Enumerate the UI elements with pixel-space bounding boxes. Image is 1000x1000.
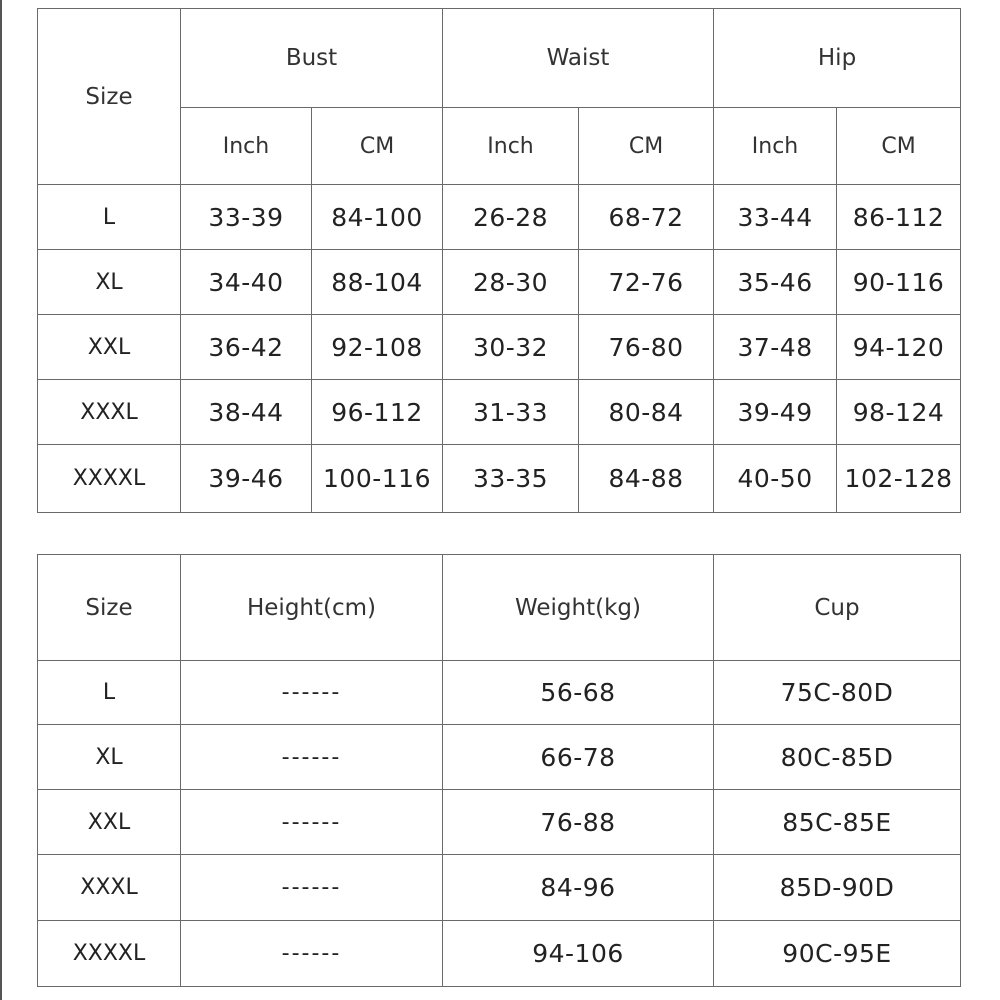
cup-cell: 75C-80D [714,661,961,725]
table-row [38,725,961,790]
value-cell: 80-84 [579,380,714,445]
value-cell: 68-72 [579,185,714,250]
waist-cm-header: CM [579,108,714,185]
value-cell: 35-46 [714,250,837,315]
value-cell: 39-49 [714,380,837,445]
value-cell: 34-40 [181,250,312,315]
cup-cell: 80C-85D [714,725,961,790]
size-header: Size [38,9,181,185]
size-cell: XXL [38,790,181,855]
height-header: Height(cm) [181,555,443,661]
value-cell: 84-100 [312,185,443,250]
table-row [38,250,961,315]
value-cell: 36-42 [181,315,312,380]
size-cell: XXXXL [38,445,181,513]
value-cell: 90-116 [837,250,961,315]
value-cell: 31-33 [443,380,579,445]
value-cell: 30-32 [443,315,579,380]
bust-cm-header: CM [312,108,443,185]
cup-cell: 85D-90D [714,855,961,921]
size-cell: XL [38,250,181,315]
table-row [38,445,961,513]
value-cell: 33-35 [443,445,579,513]
hip-inch-header: Inch [714,108,837,185]
measurement-size-table [37,8,961,513]
size-cell: L [38,185,181,250]
left-border-line [0,0,2,1000]
value-cell: 33-39 [181,185,312,250]
bust-header: Bust [181,9,443,108]
fit-size-table [37,554,961,987]
value-cell: 37-48 [714,315,837,380]
value-cell: 38-44 [181,380,312,445]
value-cell: 96-112 [312,380,443,445]
hip-header: Hip [714,9,961,108]
size-cell: XL [38,725,181,790]
value-cell: 39-46 [181,445,312,513]
value-cell: 84-88 [579,445,714,513]
height-cell: ------ [181,855,443,921]
table-row [38,921,961,987]
table-row [38,185,961,250]
weight-cell: 66-78 [443,725,714,790]
cup-cell: 90C-95E [714,921,961,987]
value-cell: 100-116 [312,445,443,513]
waist-header: Waist [443,9,714,108]
value-cell: 26-28 [443,185,579,250]
value-cell: 86-112 [837,185,961,250]
value-cell: 28-30 [443,250,579,315]
value-cell: 102-128 [837,445,961,513]
value-cell: 92-108 [312,315,443,380]
weight-cell: 94-106 [443,921,714,987]
weight-cell: 84-96 [443,855,714,921]
value-cell: 40-50 [714,445,837,513]
table-row [38,855,961,921]
bust-inch-header: Inch [181,108,312,185]
cup-header: Cup [714,555,961,661]
cup-cell: 85C-85E [714,790,961,855]
height-cell: ------ [181,661,443,725]
value-cell: 76-80 [579,315,714,380]
value-cell: 98-124 [837,380,961,445]
table-row [38,661,961,725]
size-cell: XXXL [38,855,181,921]
size-cell: L [38,661,181,725]
weight-cell: 56-68 [443,661,714,725]
table-row [38,380,961,445]
height-cell: ------ [181,921,443,987]
table-row [38,790,961,855]
height-cell: ------ [181,790,443,855]
value-cell: 88-104 [312,250,443,315]
size-cell: XXXXL [38,921,181,987]
size-cell: XXXL [38,380,181,445]
waist-inch-header: Inch [443,108,579,185]
hip-cm-header: CM [837,108,961,185]
value-cell: 33-44 [714,185,837,250]
size-cell: XXL [38,315,181,380]
weight-cell: 76-88 [443,790,714,855]
weight-header: Weight(kg) [443,555,714,661]
height-cell: ------ [181,725,443,790]
size-header: Size [38,555,181,661]
value-cell: 94-120 [837,315,961,380]
value-cell: 72-76 [579,250,714,315]
table-row [38,315,961,380]
